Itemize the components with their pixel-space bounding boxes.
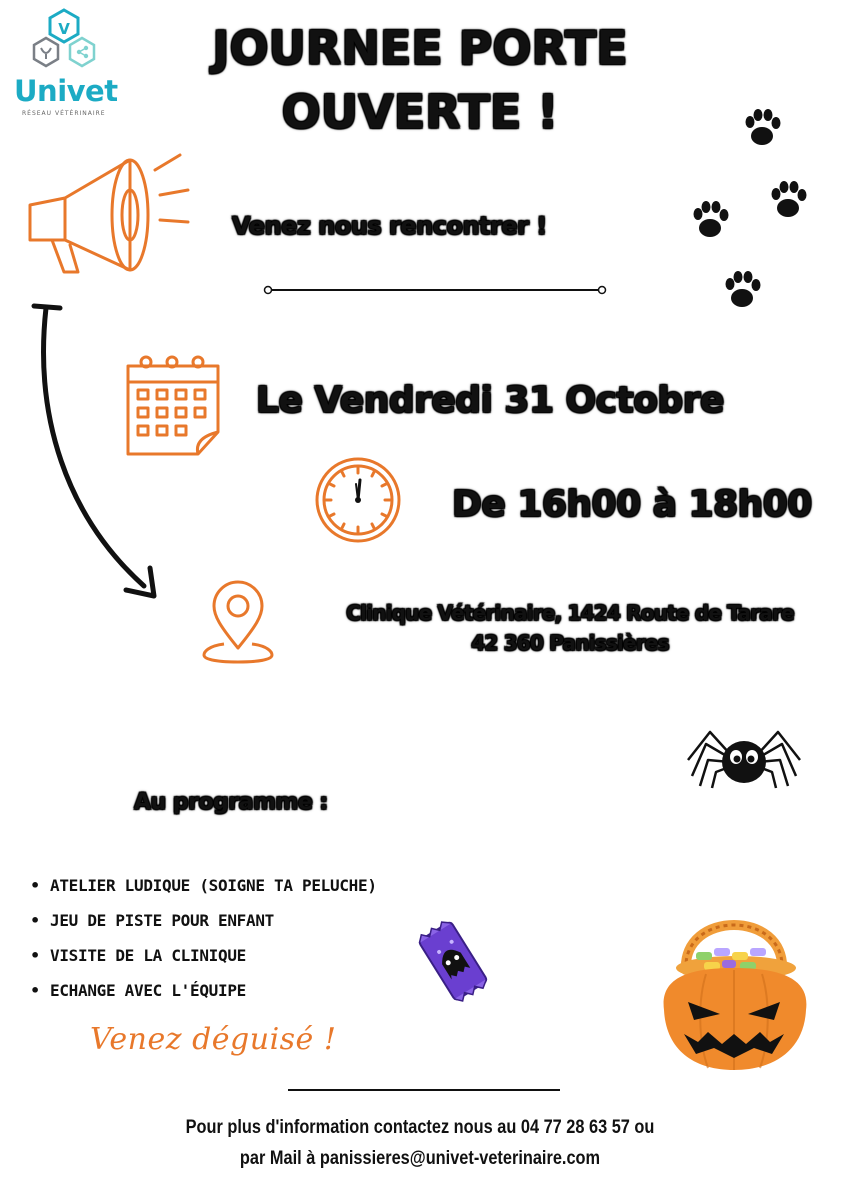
divider-line [262,284,608,296]
paw-print-icon [694,201,729,237]
spider-icon [682,724,806,790]
list-item: • VISITE DE LA CLINIQUE [30,938,377,973]
list-item: • JEU DE PISTE POUR ENFANT [30,903,377,938]
candy-icon [410,918,496,1004]
event-date: Le Vendredi 31 Octobre [256,380,724,421]
calendar-icon [124,352,222,458]
paw-prints-group [680,100,820,320]
title-line-1: JOURNEE PORTE [212,21,628,75]
contact-line-1: Pour plus d'information contactez nous au 04 77 28 63 57 ou [185,1117,655,1138]
list-item: • ATELIER LUDIQUE (SOIGNE TA PELUCHE) [30,868,377,903]
address-line-1: Clinique Vétérinaire, 1424 Route de Tarare [346,601,794,625]
event-address [290,598,848,658]
program-list [30,868,377,1008]
location-pin-icon [200,582,276,666]
subtitle: Venez nous rencontrer ! [232,212,547,240]
paw-print-icon [772,181,807,217]
logo-initial: V [58,20,70,38]
costume-note: Venez déguisé ! [90,1022,337,1057]
bottom-divider [288,1089,560,1091]
logo-tagline: RÉSEAU VÉTÉRINAIRE [22,110,106,117]
list-item: • ECHANGE AVEC L'ÉQUIPE [30,973,377,1008]
paw-print-icon [726,271,761,307]
address-line-2: 42 360 Panissières [471,631,669,655]
page-title [150,22,690,138]
pumpkin-basket-icon [654,890,814,1076]
logo-name: Univet [14,74,118,108]
contact-line-2: par Mail à panissieres@univet-veterinaire.com [239,1148,601,1169]
contact-info [145,1112,695,1174]
paw-print-icon [746,109,781,145]
event-time: De 16h00 à 18h00 [452,484,812,525]
title-line-2: OUVERTE ! [281,85,559,139]
clock-icon [314,456,402,544]
megaphone-icon [20,150,200,280]
univet-logo-icon [24,8,104,74]
program-title: Au programme : [134,790,328,815]
